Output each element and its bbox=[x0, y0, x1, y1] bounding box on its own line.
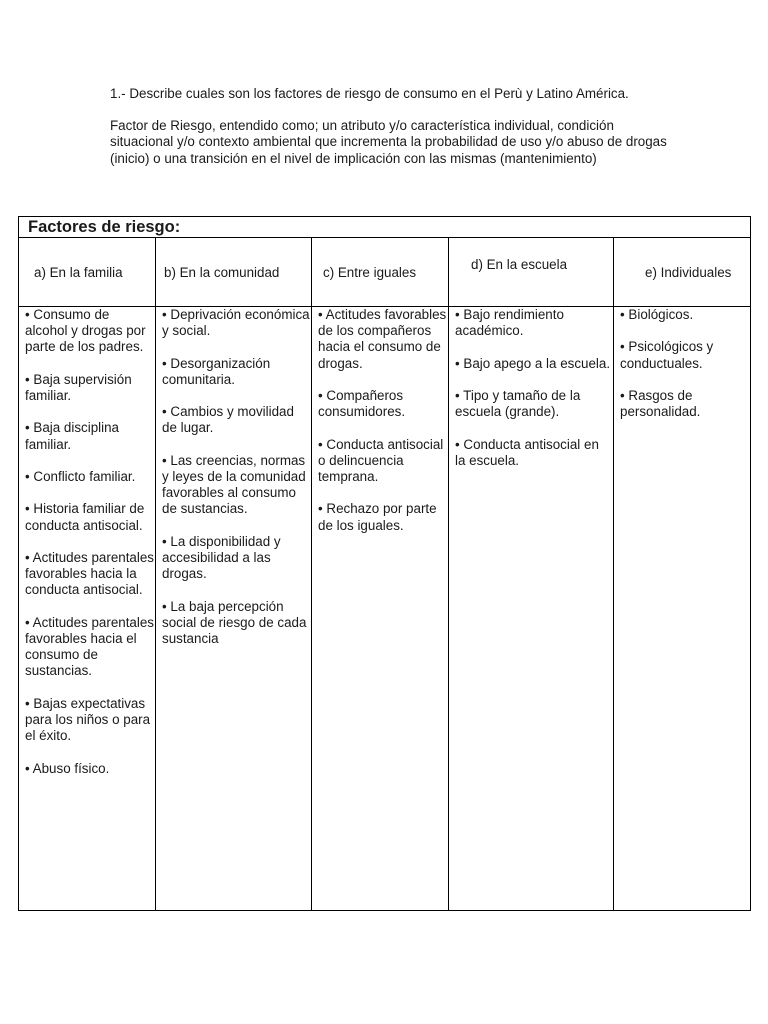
list-item: • Abuso físico. bbox=[25, 760, 110, 776]
column-header bbox=[614, 238, 750, 307]
column-header bbox=[449, 238, 613, 307]
list-item: • Consumo de alcohol y drogas por parte de los padres. bbox=[25, 307, 146, 355]
risk-factor-definition: Factor de Riesgo, entendido como; un atributo y/o característica individual, condición situacional y/o contexto ambiental que incrementa la probabilidad de uso y/o abuso de drogas (inicio) o una transición en el nivel de implicación con las mismas (mantenimiento) bbox=[110, 118, 667, 166]
list-item: • Deprivación económica y social. bbox=[162, 307, 310, 339]
column-body bbox=[156, 307, 311, 647]
list-item: • Desorganización comunitaria. bbox=[162, 355, 271, 387]
column-header-label: d) En la escuela bbox=[471, 257, 568, 272]
list-item: • Rechazo por parte de los iguales. bbox=[318, 501, 437, 533]
list-item: • Rasgos de personalidad. bbox=[620, 387, 701, 420]
column-body bbox=[312, 307, 448, 534]
list-item: • Bajas expectativas para los niños o para el éxito. bbox=[25, 695, 151, 744]
list-item: • Conducta antisocial o delincuencia temprana. bbox=[318, 436, 444, 484]
column-individual bbox=[614, 238, 750, 910]
list-item: • Actitudes parentales favorables hacia la conducta antisocial. bbox=[25, 549, 155, 598]
column-header bbox=[19, 238, 155, 307]
column-body bbox=[19, 307, 155, 777]
list-item: • Historia familiar de conducta antisocial. bbox=[25, 501, 145, 533]
list-item: • Tipo y tamaño de la escuela (grande). bbox=[455, 387, 581, 420]
column-family bbox=[19, 238, 156, 910]
column-peers bbox=[312, 238, 449, 910]
column-header bbox=[312, 238, 448, 307]
list-item: • Actitudes favorables de los compañeros hacia el consumo de drogas. bbox=[318, 307, 447, 371]
column-school bbox=[449, 238, 614, 910]
table-title: Factores de riesgo: bbox=[19, 217, 750, 238]
list-item: • Conducta antisocial en la escuela. bbox=[455, 436, 599, 468]
column-header-label: c) Entre iguales bbox=[323, 265, 417, 280]
list-item: • La disponibilidad y accesibilidad a las drogas. bbox=[162, 533, 281, 582]
list-item: • Compañeros consumidores. bbox=[318, 388, 406, 420]
list-item: • Biológicos. bbox=[620, 307, 694, 322]
list-item: • Psicológicos y conductuales. bbox=[620, 339, 714, 371]
list-item: • Conflicto familiar. bbox=[25, 468, 136, 484]
list-item: • La baja percepción social de riesgo de cada sustancia bbox=[162, 598, 307, 646]
column-header bbox=[156, 238, 311, 307]
list-item: • Bajo apego a la escuela. bbox=[455, 355, 611, 371]
list-item: • Bajo rendimiento académico. bbox=[455, 307, 564, 339]
intro-text bbox=[110, 86, 670, 183]
list-item: • Baja disciplina familiar. bbox=[25, 420, 120, 452]
list-item: • Cambios y movilidad de lugar. bbox=[162, 404, 294, 436]
column-header-label: e) Individuales bbox=[645, 265, 732, 280]
list-item: • Actitudes parentales favorables hacia el consumo de sustancias. bbox=[25, 614, 155, 679]
column-header-label: a) En la familia bbox=[34, 265, 123, 280]
question-prompt: 1.- Describe cuales son los factores de riesgo de consumo en el Perù y Latino América. bbox=[110, 86, 629, 101]
list-item: • Baja supervisión familiar. bbox=[25, 371, 132, 403]
list-item: • Las creencias, normas y leyes de la comunidad favorables al consumo de sustancias. bbox=[162, 452, 306, 517]
column-header-label: b) En la comunidad bbox=[164, 265, 280, 280]
column-body bbox=[449, 307, 613, 469]
column-community bbox=[156, 238, 312, 910]
risk-factors-table bbox=[18, 216, 751, 911]
column-body bbox=[614, 307, 750, 420]
